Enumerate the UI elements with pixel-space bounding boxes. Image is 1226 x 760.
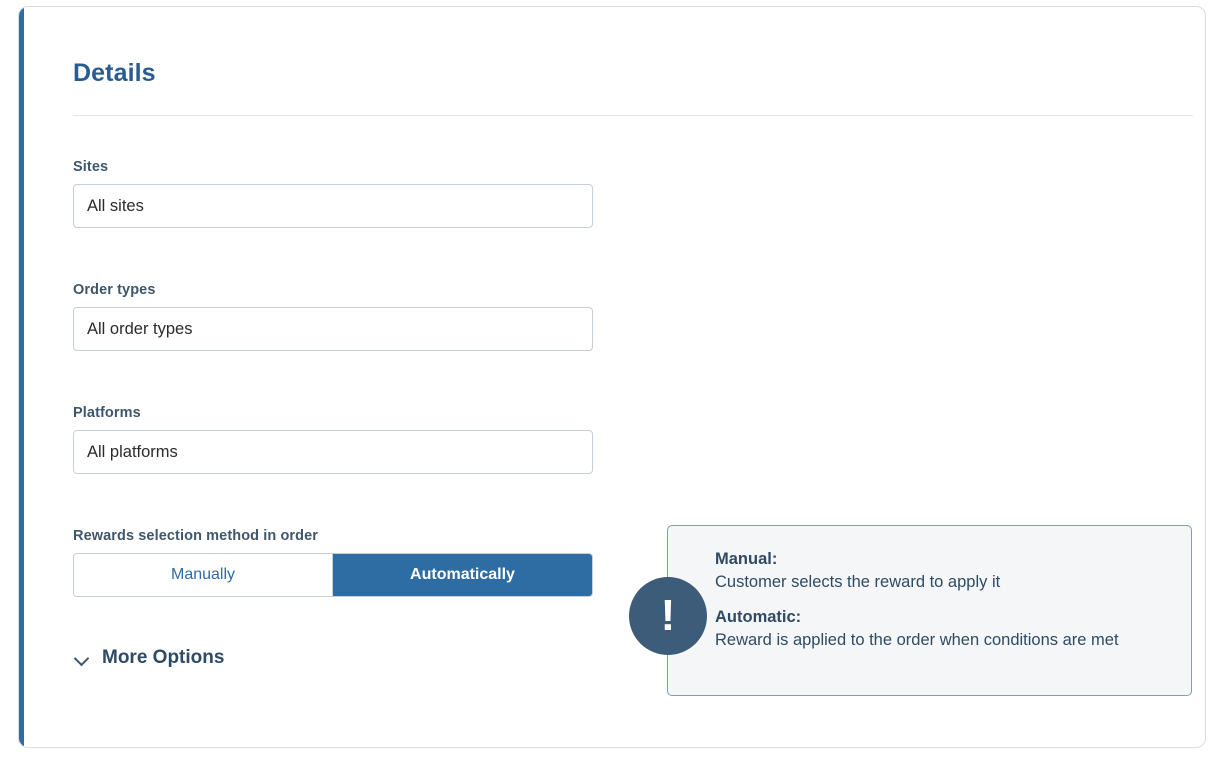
details-card — [18, 6, 1206, 748]
more-options-toggle[interactable] — [75, 647, 224, 669]
exclamation-icon: ! — [629, 577, 707, 655]
rewards-selection-label: Rewards selection method in order — [73, 528, 319, 544]
callout-manual-text: Customer selects the reward to apply it — [715, 573, 1001, 591]
title-divider — [73, 115, 1193, 116]
chevron-down-icon — [75, 650, 91, 666]
callout-automatic-text: Reward is applied to the order when conditions are met — [715, 631, 1119, 649]
field-sites — [73, 159, 593, 228]
field-platforms-label: Platforms — [73, 405, 141, 421]
field-platforms — [73, 405, 593, 474]
rewards-selection-block — [73, 528, 593, 597]
more-options-label: More Options — [102, 647, 225, 668]
card-body — [19, 7, 1205, 747]
field-order-types — [73, 282, 593, 351]
rewards-selection-toggle-group — [73, 553, 593, 597]
callout-manual-heading: Manual: — [715, 550, 778, 568]
field-sites-label: Sites — [73, 159, 109, 175]
platforms-input[interactable] — [73, 430, 593, 474]
field-order-types-label: Order types — [73, 282, 156, 298]
page-title: Details — [73, 59, 156, 87]
toggle-automatically[interactable]: Automatically — [333, 554, 592, 596]
callout-automatic-heading: Automatic: — [715, 608, 802, 626]
info-callout-text — [715, 550, 1175, 650]
toggle-manually[interactable]: Manually — [74, 554, 333, 596]
sites-input[interactable] — [73, 184, 593, 228]
order-types-input[interactable] — [73, 307, 593, 351]
